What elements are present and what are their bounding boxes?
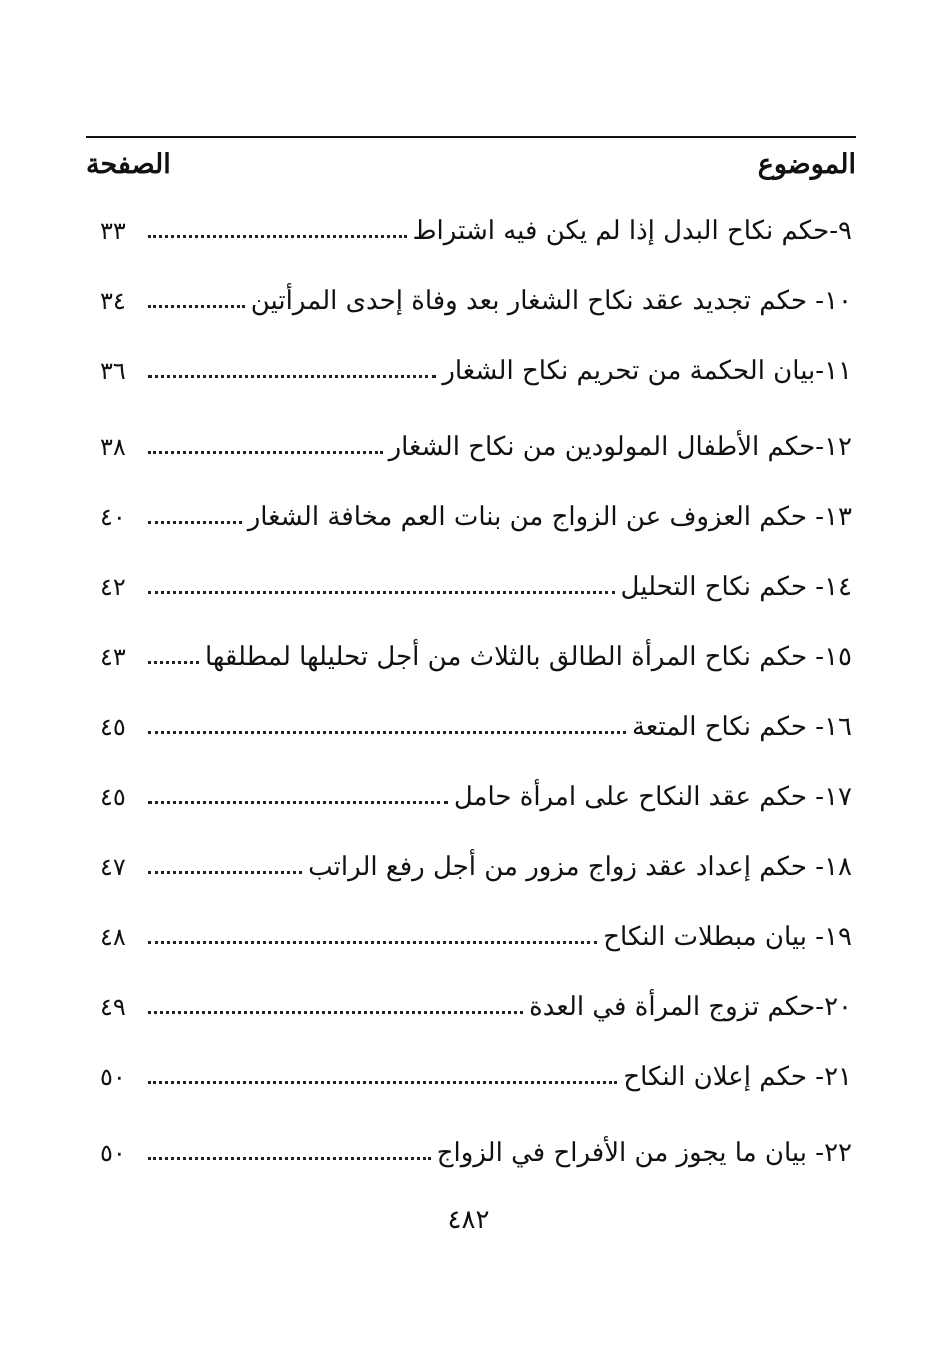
toc-entry-page: ٣٦ [100, 357, 126, 385]
toc-header [86, 142, 856, 186]
header-rule [86, 136, 856, 138]
toc-entry-14 [100, 552, 852, 622]
dot-leader [148, 661, 199, 664]
toc-entry-page: ٤٧ [100, 853, 126, 881]
toc-entry-page: ٤٥ [100, 783, 126, 811]
toc-entry-title: ٢٠-حكم تزوج المرأة في العدة [529, 992, 852, 1022]
toc-entry-title: ٢١- حكم إعلان النكاح [623, 1062, 852, 1092]
dot-leader [148, 1011, 523, 1014]
toc-entry-22 [100, 1118, 852, 1188]
toc-entry-title: ١٦- حكم نكاح المتعة [631, 712, 852, 742]
toc-entry-12 [100, 412, 852, 482]
toc-entry-13 [100, 482, 852, 552]
toc-entry-page: ٤٢ [100, 573, 126, 601]
dot-leader [148, 235, 407, 238]
toc-entry-page: ٤٨ [100, 923, 126, 951]
toc-entry-15 [100, 622, 852, 692]
toc-entry-21 [100, 1042, 852, 1112]
toc-entry-10 [100, 266, 852, 336]
toc-entry-title: ١٧- حكم عقد النكاح على امرأة حامل [453, 782, 852, 812]
page-column-label: الصفحة [86, 148, 171, 180]
toc-entry-title: ٩-حكم نكاح البدل إذا لم يكن فيه اشتراط [412, 216, 852, 246]
toc-entry-20 [100, 972, 852, 1042]
toc-entry-18 [100, 832, 852, 902]
toc-entry-page: ٥٠ [100, 1139, 126, 1167]
dot-leader [148, 1081, 617, 1084]
toc-entry-page: ٤٩ [100, 993, 126, 1021]
toc-entry-title: ١٠- حكم تجديد عقد نكاح الشغار بعد وفاة إحدى المرأتين [250, 286, 852, 316]
dot-leader [148, 941, 597, 944]
dot-leader [148, 1157, 431, 1160]
toc-entry-page: ٤٥ [100, 713, 126, 741]
toc-entry-title: ١٥- حكم نكاح المرأة الطالق بالثلاث من أجل تحليلها لمطلقها [204, 642, 852, 672]
toc-entry-page: ٥٠ [100, 1063, 126, 1091]
dot-leader [148, 731, 626, 734]
toc-entry-title: ١٣- حكم العزوف عن الزواج من بنات العم مخافة الشغار [247, 502, 852, 532]
dot-leader [148, 305, 245, 308]
dot-leader [148, 801, 448, 804]
dot-leader [148, 871, 302, 874]
toc-entry-17 [100, 762, 852, 832]
table-of-contents [100, 196, 852, 1188]
toc-entry-page: ٣٨ [100, 433, 126, 461]
toc-entry-title: ١٩- بيان مبطلات النكاح [603, 922, 852, 952]
toc-entry-16 [100, 692, 852, 762]
toc-entry-19 [100, 902, 852, 972]
toc-entry-title: ٢٢- بيان ما يجوز من الأفراح في الزواج [436, 1138, 852, 1168]
dot-leader [148, 375, 436, 378]
dot-leader [148, 591, 615, 594]
dot-leader [148, 521, 242, 524]
toc-entry-title: ١١-بيان الحكمة من تحريم نكاح الشغار [442, 356, 852, 386]
toc-entry-title: ١٨- حكم إعداد عقد زواج مزور من أجل رفع الراتب [308, 852, 852, 882]
dot-leader [148, 451, 383, 454]
toc-entry-page: ٤٠ [100, 503, 126, 531]
topic-column-label: الموضوع [757, 148, 856, 180]
toc-entry-page: ٣٤ [100, 287, 126, 315]
toc-entry-title: ١٤- حكم نكاح التحليل [620, 572, 852, 602]
toc-entry-page: ٤٣ [100, 643, 126, 671]
toc-entry-9 [100, 196, 852, 266]
toc-entry-page: ٣٣ [100, 217, 126, 245]
toc-entry-title: ١٢-حكم الأطفال المولودين من نكاح الشغار [388, 432, 852, 462]
page-number: ٤٨٢ [447, 1205, 490, 1235]
toc-entry-11 [100, 336, 852, 406]
